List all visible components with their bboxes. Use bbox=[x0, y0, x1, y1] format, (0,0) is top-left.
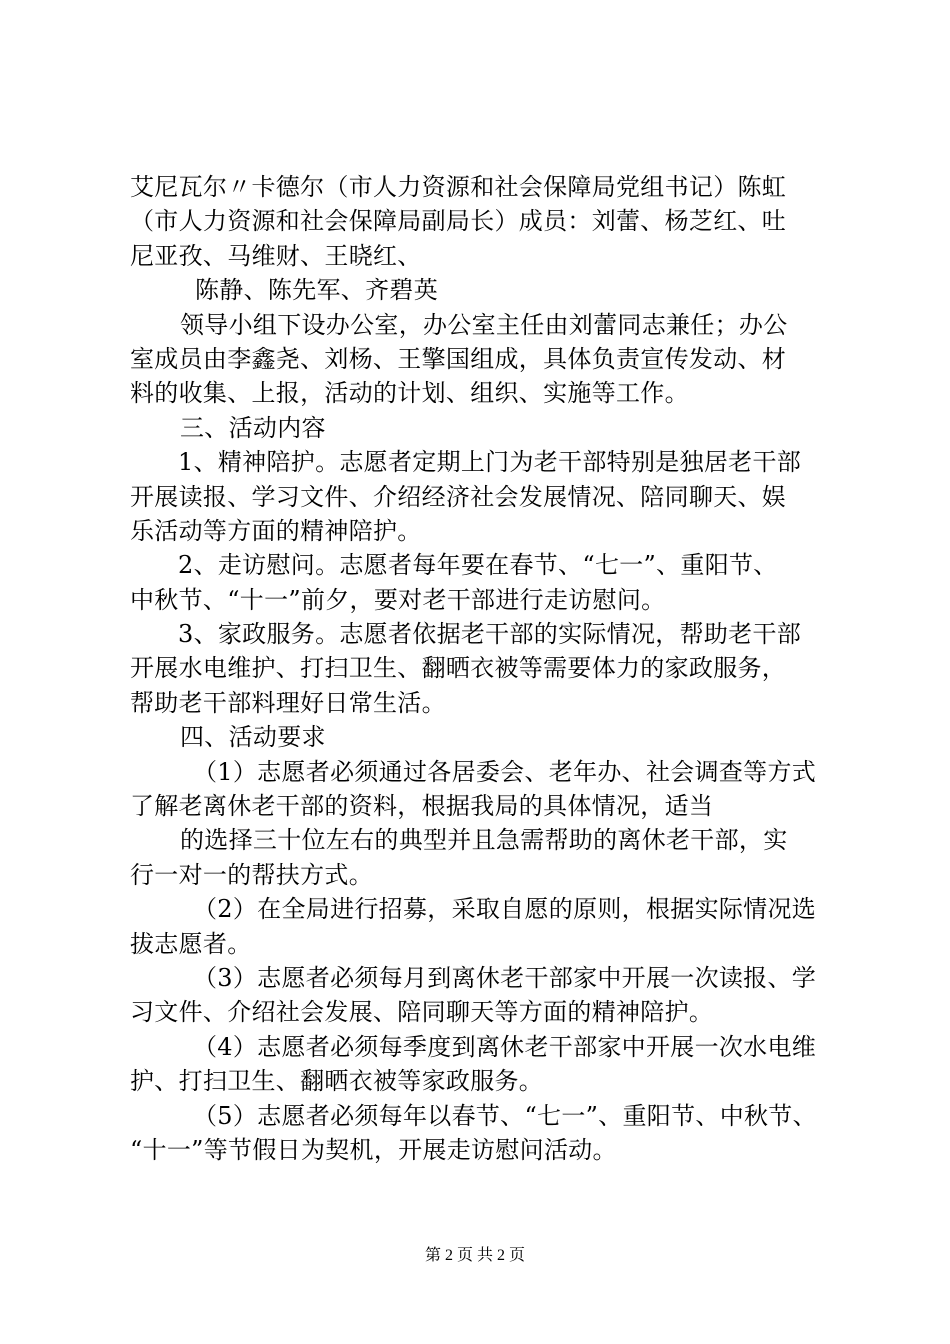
text-line: （2）在全局进行招募，采取自愿的原则，根据实际情况选 bbox=[193, 895, 817, 924]
section-heading: 三、活动内容 bbox=[180, 413, 326, 442]
text-line: 室成员由李鑫尧、刘杨、王擎国组成，具体负责宣传发动、材 bbox=[130, 344, 787, 373]
page-number-footer: 第 2 页 共 2 页 bbox=[424, 1247, 525, 1264]
document-body bbox=[130, 170, 830, 1167]
text-line: 了解老离休老干部的资料，根据我局的具体情况，适当 bbox=[130, 792, 714, 821]
text-line: 2、走访慰问。志愿者每年要在春节、“七一”、重阳节、 bbox=[178, 551, 778, 580]
text-line: 领导小组下设办公室，办公室主任由刘蕾同志兼任；办公 bbox=[180, 310, 788, 339]
text-line: 开展水电维护、打扫卫生、翻晒衣被等需要体力的家政服务， bbox=[130, 654, 787, 683]
text-line: 开展读报、学习文件、介绍经济社会发展情况、陪同聊天、娱 bbox=[130, 482, 787, 511]
text-line: 尼亚孜、马维财、王晓红、 bbox=[130, 241, 422, 270]
text-line: “十一”等节假日为契机，开展走访慰问活动。 bbox=[130, 1135, 617, 1164]
text-line: 习文件、介绍社会发展、陪同聊天等方面的精神陪护。 bbox=[130, 998, 714, 1027]
text-line: 艾尼瓦尔〃卡德尔（市人力资源和社会保障局党组书记）陈虹 bbox=[130, 173, 787, 201]
text-line: 料的收集、上报，活动的计划、组织、实施等工作。 bbox=[130, 379, 689, 408]
text-line: 行一对一的帮扶方式。 bbox=[130, 860, 373, 889]
text-line: （1）志愿者必须通过各居委会、老年办、社会调查等方式 bbox=[193, 757, 817, 786]
text-line: 乐活动等方面的精神陪护。 bbox=[130, 516, 422, 545]
text-line: 1、精神陪护。志愿者定期上门为老干部特别是独居老干部 bbox=[178, 448, 802, 477]
text-line: 护、打扫卫生、翻晒衣被等家政服务。 bbox=[130, 1067, 544, 1096]
text-line: 3、家政服务。志愿者依据老干部的实际情况，帮助老干部 bbox=[178, 620, 802, 649]
text-line: （市人力资源和社会保障局副局长）成员：刘蕾、杨芝红、吐 bbox=[130, 207, 787, 236]
text-line: 的选择三十位左右的典型并且急需帮助的离休老干部，实 bbox=[180, 826, 788, 855]
text-line: （3）志愿者必须每月到离休老干部家中开展一次读报、学 bbox=[193, 963, 817, 992]
text-line: （4）志愿者必须每季度到离休老干部家中开展一次水电维 bbox=[193, 1032, 817, 1061]
text-line: 拔志愿者。 bbox=[130, 929, 252, 958]
text-line: 帮助老干部料理好日常生活。 bbox=[130, 688, 446, 717]
text-line: 中秋节、“十一”前夕，要对老干部进行走访慰问。 bbox=[130, 585, 666, 614]
text-line: 陈静、陈先军、齐碧英 bbox=[195, 276, 438, 305]
section-heading: 四、活动要求 bbox=[180, 723, 326, 752]
text-line: （5）志愿者必须每年以春节、“七一”、重阳节、中秋节、 bbox=[193, 1101, 817, 1130]
